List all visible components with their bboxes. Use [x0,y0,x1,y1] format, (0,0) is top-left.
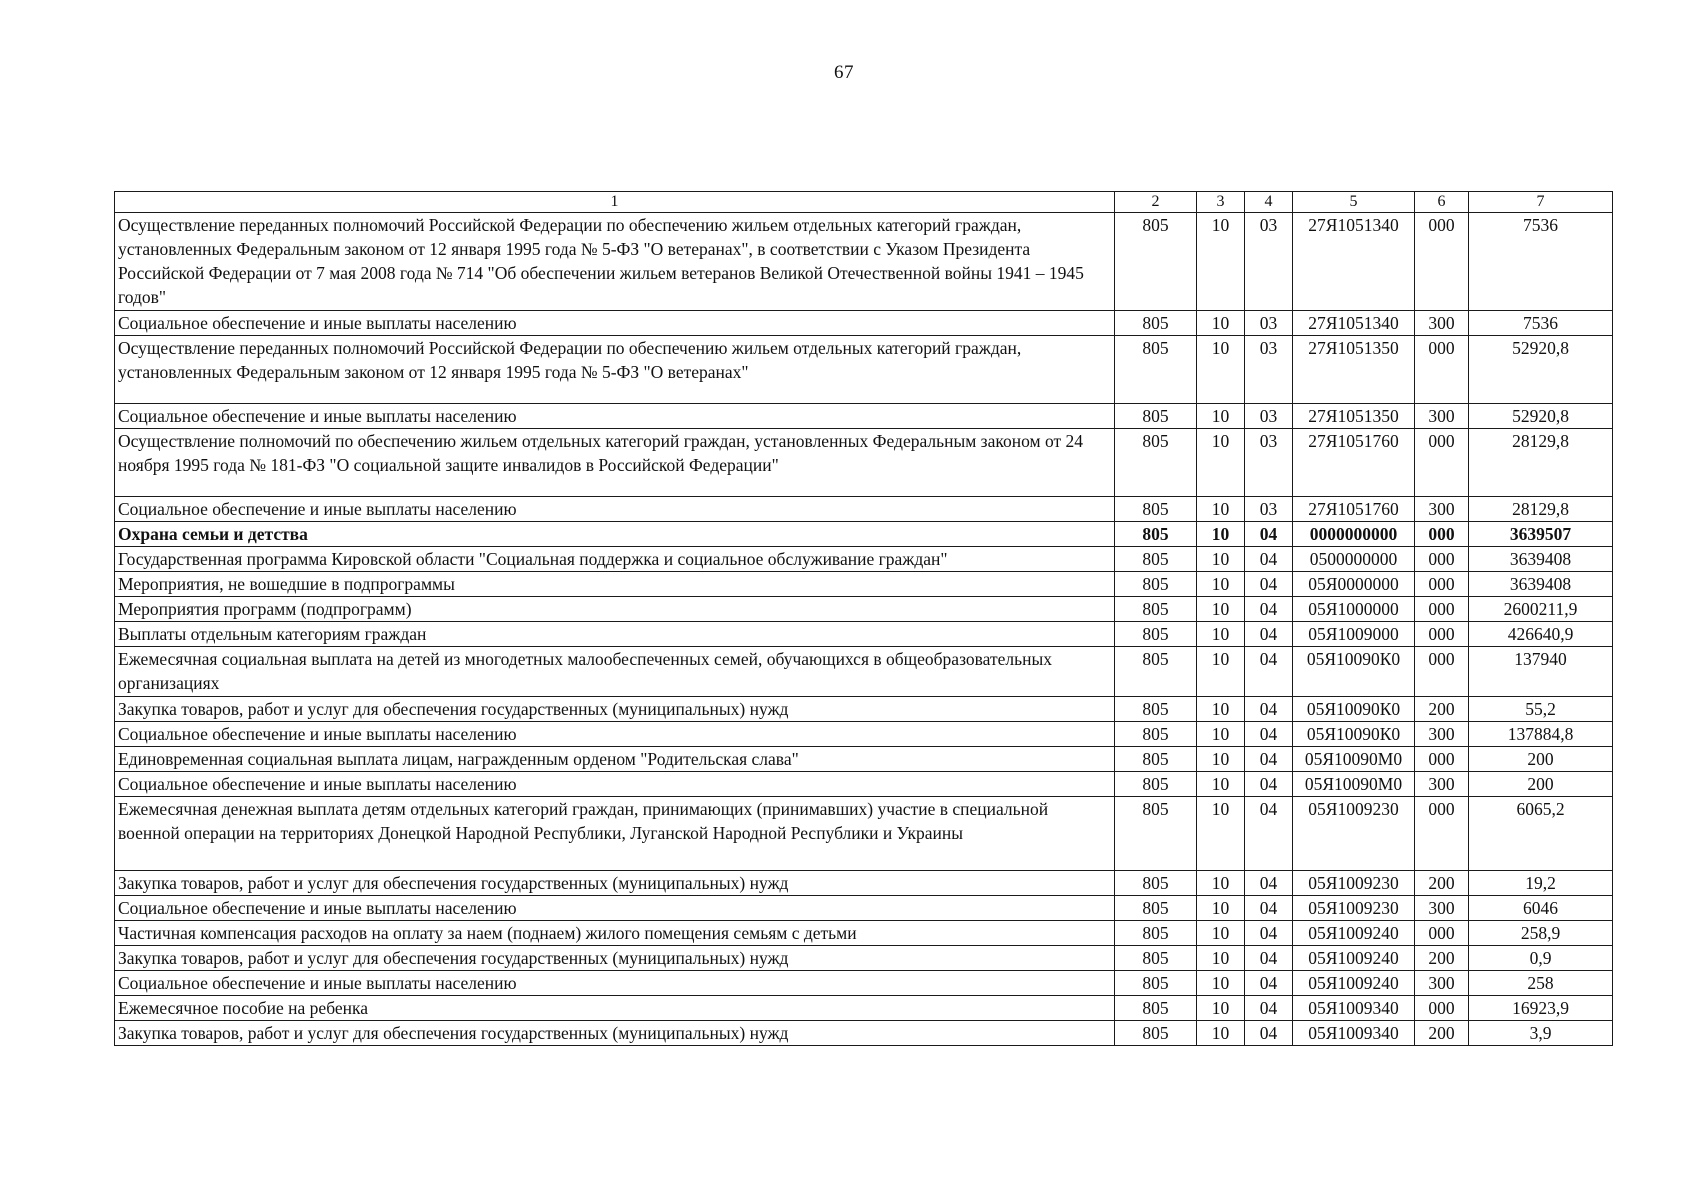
row-expense-type: 000 [1415,429,1469,497]
header-row [115,192,1613,213]
page-number: 67 [834,62,854,83]
row-ministry-code: 805 [1115,996,1197,1021]
table-row [115,404,1613,429]
row-subsection-code: 04 [1245,996,1293,1021]
row-description: Осуществление переданных полномочий Российской Федерации по обеспечению жильем отдельных категорий граждан, установленных Федеральным законом от 12 января 1995 года № 5-ФЗ "О ветеранах" [115,336,1115,404]
row-target-code: 05Я1009240 [1293,946,1415,971]
table-row [115,647,1613,697]
row-ministry-code: 805 [1115,697,1197,722]
row-section-code: 10 [1197,311,1245,336]
header-col-4: 4 [1245,192,1293,213]
row-subsection-code: 04 [1245,547,1293,572]
row-expense-type: 000 [1415,547,1469,572]
row-expense-type: 200 [1415,946,1469,971]
row-expense-type: 300 [1415,772,1469,797]
row-description: Осуществление полномочий по обеспечению жильем отдельных категорий граждан, установленных Федеральным законом от 24 ноября 1995 года № 181-ФЗ "О социальной защите инвалидов в Российской Федерации" [115,429,1115,497]
row-subsection-code: 04 [1245,522,1293,547]
row-description: Закупка товаров, работ и услуг для обеспечения государственных (муниципальных) нужд [115,697,1115,722]
row-target-code: 05Я1009240 [1293,921,1415,946]
row-subsection-code: 03 [1245,429,1293,497]
row-description: Социальное обеспечение и иные выплаты населению [115,311,1115,336]
row-section-code: 10 [1197,213,1245,311]
budget-table [114,191,1613,1046]
row-description: Ежемесячная денежная выплата детям отдельных категорий граждан, принимающих (принимавших) участие в специальной военной операции на территориях Донецкой Народной Республики, Луганской Народной Республики и Украины [115,797,1115,871]
row-section-code: 10 [1197,597,1245,622]
header-col-1: 1 [115,192,1115,213]
row-description: Социальное обеспечение и иные выплаты населению [115,497,1115,522]
row-target-code: 05Я1009230 [1293,871,1415,896]
row-section-code: 10 [1197,429,1245,497]
row-target-code: 27Я1051340 [1293,311,1415,336]
row-amount: 6046 [1469,896,1613,921]
row-amount: 7536 [1469,213,1613,311]
row-target-code: 05Я1009230 [1293,797,1415,871]
row-ministry-code: 805 [1115,547,1197,572]
row-target-code: 0000000000 [1293,522,1415,547]
row-ministry-code: 805 [1115,722,1197,747]
table-row [115,996,1613,1021]
row-ministry-code: 805 [1115,921,1197,946]
row-description: Мероприятия программ (подпрограмм) [115,597,1115,622]
row-section-code: 10 [1197,622,1245,647]
row-description: Ежемесячное пособие на ребенка [115,996,1115,1021]
header-col-5: 5 [1293,192,1415,213]
row-ministry-code: 805 [1115,747,1197,772]
table-header [115,192,1613,213]
row-target-code: 05Я1009000 [1293,622,1415,647]
table-row [115,722,1613,747]
row-amount: 2600211,9 [1469,597,1613,622]
row-target-code: 27Я1051760 [1293,429,1415,497]
table-row [115,622,1613,647]
row-amount: 7536 [1469,311,1613,336]
row-amount: 0,9 [1469,946,1613,971]
row-description: Выплаты отдельным категориям граждан [115,622,1115,647]
row-section-code: 10 [1197,797,1245,871]
row-description: Социальное обеспечение и иные выплаты населению [115,722,1115,747]
row-section-code: 10 [1197,697,1245,722]
row-description: Государственная программа Кировской области "Социальная поддержка и социальное обслуживание граждан" [115,547,1115,572]
budget-table-container [114,191,1613,1046]
row-expense-type: 300 [1415,497,1469,522]
row-amount: 16923,9 [1469,996,1613,1021]
row-subsection-code: 04 [1245,597,1293,622]
row-description: Охрана семьи и детства [115,522,1115,547]
table-row [115,896,1613,921]
row-amount: 3,9 [1469,1021,1613,1046]
row-section-code: 10 [1197,921,1245,946]
row-amount: 28129,8 [1469,429,1613,497]
row-subsection-code: 04 [1245,797,1293,871]
row-target-code: 05Я1009240 [1293,971,1415,996]
row-target-code: 05Я0000000 [1293,572,1415,597]
row-target-code: 05Я1009340 [1293,996,1415,1021]
row-expense-type: 300 [1415,404,1469,429]
row-target-code: 27Я1051350 [1293,404,1415,429]
row-target-code: 27Я1051350 [1293,336,1415,404]
table-row [115,597,1613,622]
row-description: Единовременная социальная выплата лицам, награжденным орденом "Родительская слава" [115,747,1115,772]
row-amount: 55,2 [1469,697,1613,722]
row-subsection-code: 04 [1245,722,1293,747]
row-section-code: 10 [1197,946,1245,971]
table-row [115,429,1613,497]
row-subsection-code: 04 [1245,896,1293,921]
row-ministry-code: 805 [1115,336,1197,404]
row-expense-type: 300 [1415,722,1469,747]
row-ministry-code: 805 [1115,896,1197,921]
table-row [115,921,1613,946]
row-subsection-code: 04 [1245,946,1293,971]
row-section-code: 10 [1197,871,1245,896]
row-amount: 200 [1469,747,1613,772]
row-target-code: 05Я1009340 [1293,1021,1415,1046]
row-description: Социальное обеспечение и иные выплаты населению [115,971,1115,996]
table-row [115,871,1613,896]
row-section-code: 10 [1197,896,1245,921]
row-expense-type: 000 [1415,747,1469,772]
row-subsection-code: 04 [1245,871,1293,896]
row-section-code: 10 [1197,336,1245,404]
table-row [115,971,1613,996]
row-section-code: 10 [1197,497,1245,522]
header-col-3: 3 [1197,192,1245,213]
row-ministry-code: 805 [1115,429,1197,497]
table-row [115,797,1613,871]
row-ministry-code: 805 [1115,946,1197,971]
row-target-code: 0500000000 [1293,547,1415,572]
row-amount: 6065,2 [1469,797,1613,871]
row-expense-type: 000 [1415,622,1469,647]
row-target-code: 05Я1009230 [1293,896,1415,921]
row-target-code: 27Я1051340 [1293,213,1415,311]
row-description: Закупка товаров, работ и услуг для обеспечения государственных (муниципальных) нужд [115,946,1115,971]
table-row [115,572,1613,597]
row-target-code: 05Я10090К0 [1293,697,1415,722]
row-amount: 52920,8 [1469,336,1613,404]
row-subsection-code: 03 [1245,336,1293,404]
row-description: Социальное обеспечение и иные выплаты населению [115,772,1115,797]
row-ministry-code: 805 [1115,572,1197,597]
row-subsection-code: 04 [1245,572,1293,597]
table-row [115,772,1613,797]
row-description: Осуществление переданных полномочий Российской Федерации по обеспечению жильем отдельных категорий граждан, установленных Федеральным законом от 12 января 1995 года № 5-ФЗ "О ветеранах", в соответствии с Указом Президента Российской Федерации от 7 мая 2008 года № 714 "Об обеспечении жильем ветеранов Великой Отечественной войны 1941 – 1945 годов" [115,213,1115,311]
row-description: Социальное обеспечение и иные выплаты населению [115,896,1115,921]
row-expense-type: 300 [1415,971,1469,996]
row-ministry-code: 805 [1115,971,1197,996]
row-subsection-code: 04 [1245,647,1293,697]
row-amount: 3639507 [1469,522,1613,547]
row-expense-type: 000 [1415,522,1469,547]
header-col-2: 2 [1115,192,1197,213]
row-amount: 28129,8 [1469,497,1613,522]
row-description: Мероприятия, не вошедшие в подпрограммы [115,572,1115,597]
row-subsection-code: 04 [1245,697,1293,722]
row-section-code: 10 [1197,547,1245,572]
row-target-code: 27Я1051760 [1293,497,1415,522]
row-description: Частичная компенсация расходов на оплату за наем (поднаем) жилого помещения семьям с детьми [115,921,1115,946]
row-subsection-code: 04 [1245,971,1293,996]
row-amount: 258,9 [1469,921,1613,946]
row-section-code: 10 [1197,404,1245,429]
header-col-6: 6 [1415,192,1469,213]
row-section-code: 10 [1197,971,1245,996]
table-row [115,697,1613,722]
row-subsection-code: 03 [1245,404,1293,429]
row-target-code: 05Я10090К0 [1293,722,1415,747]
row-ministry-code: 805 [1115,622,1197,647]
row-subsection-code: 04 [1245,772,1293,797]
row-amount: 19,2 [1469,871,1613,896]
row-amount: 426640,9 [1469,622,1613,647]
row-target-code: 05Я10090К0 [1293,647,1415,697]
row-section-code: 10 [1197,722,1245,747]
table-row [115,547,1613,572]
table-body [115,213,1613,1046]
row-ministry-code: 805 [1115,213,1197,311]
row-ministry-code: 805 [1115,772,1197,797]
row-target-code: 05Я1000000 [1293,597,1415,622]
row-ministry-code: 805 [1115,404,1197,429]
row-amount: 3639408 [1469,547,1613,572]
row-section-code: 10 [1197,647,1245,697]
header-col-7: 7 [1469,192,1613,213]
row-amount: 137884,8 [1469,722,1613,747]
table-row [115,747,1613,772]
row-description: Социальное обеспечение и иные выплаты населению [115,404,1115,429]
row-subsection-code: 03 [1245,311,1293,336]
row-ministry-code: 805 [1115,497,1197,522]
table-row [115,311,1613,336]
row-section-code: 10 [1197,522,1245,547]
row-description: Закупка товаров, работ и услуг для обеспечения государственных (муниципальных) нужд [115,871,1115,896]
row-ministry-code: 805 [1115,311,1197,336]
row-expense-type: 000 [1415,647,1469,697]
row-section-code: 10 [1197,747,1245,772]
row-expense-type: 000 [1415,996,1469,1021]
row-target-code: 05Я10090М0 [1293,772,1415,797]
row-section-code: 10 [1197,572,1245,597]
table-row-section-total [115,522,1613,547]
row-subsection-code: 03 [1245,213,1293,311]
row-expense-type: 000 [1415,921,1469,946]
row-expense-type: 200 [1415,871,1469,896]
row-expense-type: 000 [1415,336,1469,404]
row-description: Ежемесячная социальная выплата на детей из многодетных малообеспеченных семей, обучающихся в общеобразовательных организациях [115,647,1115,697]
row-section-code: 10 [1197,1021,1245,1046]
row-subsection-code: 04 [1245,921,1293,946]
table-row [115,497,1613,522]
row-amount: 258 [1469,971,1613,996]
row-ministry-code: 805 [1115,871,1197,896]
row-subsection-code: 04 [1245,747,1293,772]
row-expense-type: 200 [1415,697,1469,722]
row-expense-type: 000 [1415,797,1469,871]
row-amount: 3639408 [1469,572,1613,597]
row-amount: 52920,8 [1469,404,1613,429]
table-row [115,1021,1613,1046]
row-section-code: 10 [1197,996,1245,1021]
row-expense-type: 300 [1415,311,1469,336]
row-subsection-code: 04 [1245,1021,1293,1046]
row-expense-type: 000 [1415,572,1469,597]
row-ministry-code: 805 [1115,597,1197,622]
table-row [115,336,1613,404]
table-row [115,213,1613,311]
table-row [115,946,1613,971]
row-ministry-code: 805 [1115,522,1197,547]
row-amount: 200 [1469,772,1613,797]
row-ministry-code: 805 [1115,797,1197,871]
row-description: Закупка товаров, работ и услуг для обеспечения государственных (муниципальных) нужд [115,1021,1115,1046]
row-expense-type: 000 [1415,213,1469,311]
row-ministry-code: 805 [1115,647,1197,697]
row-ministry-code: 805 [1115,1021,1197,1046]
row-subsection-code: 03 [1245,497,1293,522]
row-expense-type: 300 [1415,896,1469,921]
row-section-code: 10 [1197,772,1245,797]
row-amount: 137940 [1469,647,1613,697]
row-subsection-code: 04 [1245,622,1293,647]
row-expense-type: 000 [1415,597,1469,622]
row-expense-type: 200 [1415,1021,1469,1046]
row-target-code: 05Я10090М0 [1293,747,1415,772]
